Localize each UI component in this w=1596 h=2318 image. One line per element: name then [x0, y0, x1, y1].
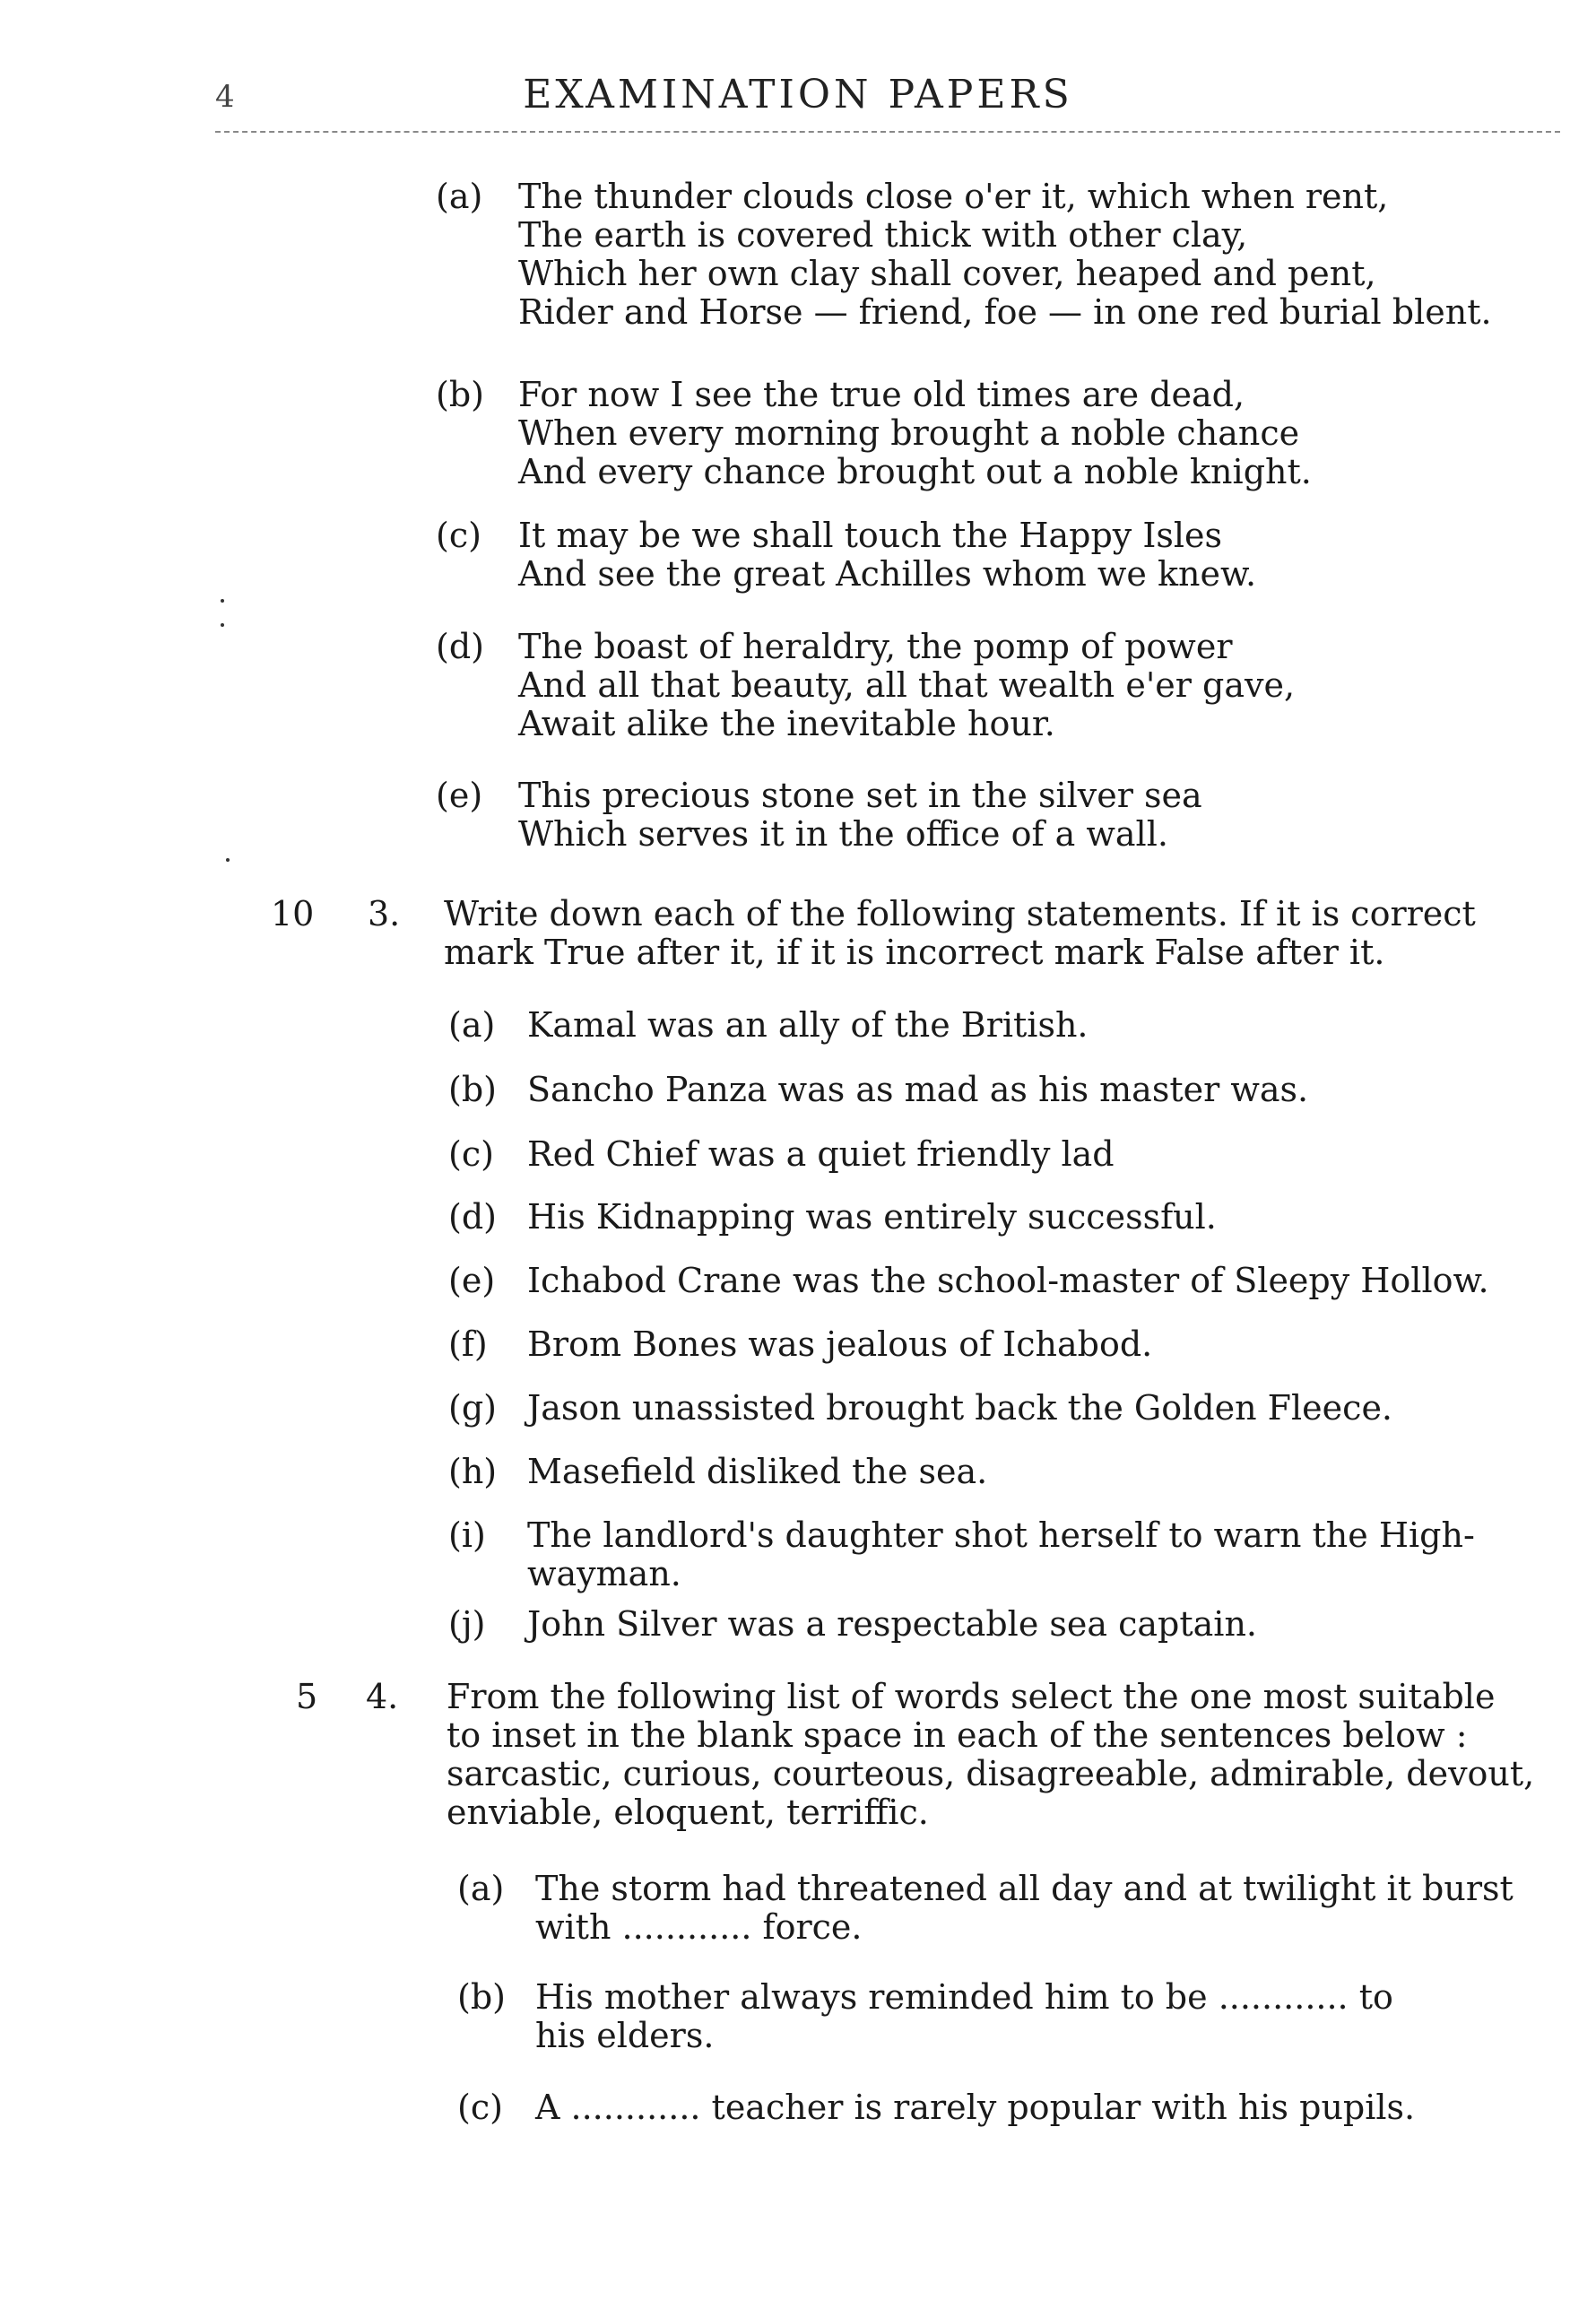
sentence-line: with ............ force. [535, 1907, 863, 1947]
item-label: (b) [448, 1070, 497, 1109]
passage-line: When every morning brought a noble chance [518, 413, 1300, 453]
header-rule [215, 131, 1560, 133]
statement-line: Brom Bones was jealous of Ichabod. [527, 1324, 1153, 1364]
question-instruction-line: From the following list of words select the one most suitable [447, 1677, 1496, 1716]
item-label: (j) [448, 1604, 486, 1644]
item-label: (b) [436, 375, 484, 414]
statement-line: Kamal was an ally of the British. [527, 1005, 1089, 1045]
passage-line: And see the great Achilles whom we knew. [518, 554, 1257, 594]
passage-line: Await alike the inevitable hour. [518, 704, 1055, 743]
passage-line: This precious stone set in the silver sea [518, 776, 1202, 815]
statement-line: wayman. [527, 1554, 681, 1593]
item-label: (b) [457, 1977, 506, 2017]
passage-line: Which her own clay shall cover, heaped and pent, [518, 254, 1376, 293]
passage-line: Rider and Horse — friend, foe — in one red burial blent. [518, 292, 1492, 332]
passage-line: Which serves it in the office of a wall. [518, 814, 1168, 854]
statement-line: Ichabod Crane was the school-master of Sleepy Hollow. [527, 1261, 1489, 1300]
speck [226, 858, 230, 862]
statement-line: Red Chief was a quiet friendly lad [527, 1134, 1115, 1174]
item-label: (a) [436, 177, 483, 216]
sentence-line: his elders. [535, 2016, 715, 2055]
item-label: (c) [457, 2088, 503, 2127]
passage-line: The boast of heraldry, the pomp of power [518, 627, 1233, 666]
passage-line: The thunder clouds close o'er it, which when rent, [518, 177, 1389, 216]
statement-line: Masefield disliked the sea. [527, 1452, 988, 1491]
sentence-line: His mother always reminded him to be ............ to [535, 1977, 1393, 2017]
item-label: (f) [448, 1324, 488, 1364]
item-label: (a) [457, 1869, 505, 1908]
statement-line: Sancho Panza was as mad as his master was. [527, 1070, 1309, 1109]
passage-line: And every chance brought out a noble knight. [518, 452, 1312, 491]
statement-line: His Kidnapping was entirely successful. [527, 1197, 1217, 1237]
item-label: (e) [448, 1261, 496, 1300]
question-instruction-line: mark True after it, if it is incorrect mark False after it. [444, 933, 1385, 972]
item-label: (c) [436, 516, 481, 555]
item-label: (a) [448, 1005, 496, 1045]
passage-line: For now I see the true old times are dead, [518, 375, 1245, 414]
question-instruction-line: to inset in the blank space in each of the sentences below : [447, 1715, 1468, 1755]
page-header-title: EXAMINATION PAPERS [523, 72, 1073, 117]
item-label: (e) [436, 776, 483, 815]
statement-line: John Silver was a respectable sea captain. [527, 1604, 1258, 1644]
passage-line: And all that beauty, all that wealth e'er gave, [518, 665, 1296, 705]
sentence-line: A ............ teacher is rarely popular with his pupils. [535, 2088, 1416, 2127]
statement-line: The landlord's daughter shot herself to warn the High- [527, 1515, 1475, 1555]
item-label: (i) [448, 1515, 486, 1555]
sentence-line: The storm had threatened all day and at twilight it burst [535, 1869, 1514, 1908]
passage-line: It may be we shall touch the Happy Isles [518, 516, 1223, 555]
statement-line: Jason unassisted brought back the Golden Fleece. [527, 1388, 1393, 1428]
item-label: (g) [448, 1388, 497, 1428]
question-number: 4. [366, 1677, 399, 1716]
question-instruction-line: Write down each of the following statements. If it is correct [444, 894, 1476, 933]
item-label: (d) [448, 1197, 497, 1237]
question-instruction-line: sarcastic, curious, courteous, disagreeable, admirable, devout, [447, 1754, 1535, 1793]
passage-line: The earth is covered thick with other clay, [518, 215, 1248, 255]
speck [221, 599, 224, 603]
question-number: 3. [368, 894, 401, 933]
question-instruction-line: enviable, eloquent, terriffic. [447, 1793, 929, 1832]
page-number: 4 [215, 79, 235, 115]
item-label: (d) [436, 627, 484, 666]
item-label: (h) [448, 1452, 498, 1491]
speck [221, 623, 224, 627]
question-marks: 10 [271, 894, 315, 933]
question-marks: 5 [296, 1677, 318, 1716]
item-label: (c) [448, 1134, 494, 1174]
